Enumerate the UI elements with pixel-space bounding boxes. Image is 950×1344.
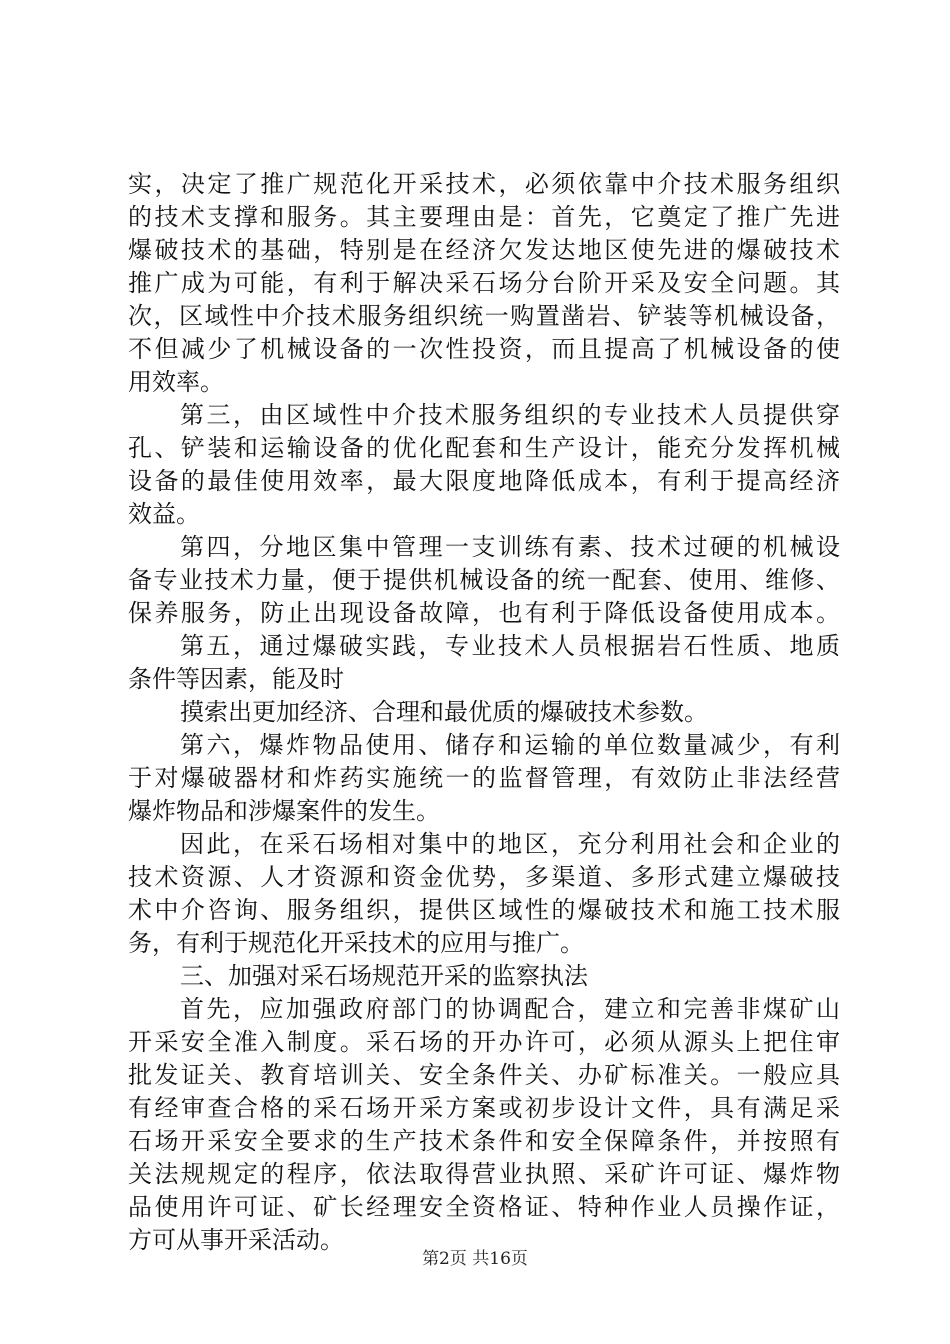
text-line: 不但减少了机械设备的一次性投资，而且提高了机械设备的使 — [128, 335, 840, 363]
text-line: 用效率。 — [128, 368, 224, 396]
text-line: 术中介咨询、服务组织，提供区域性的爆破技术和施工技术服 — [128, 896, 840, 924]
text-line: 三、加强对采石场规范开采的监察执法 — [180, 962, 588, 990]
text-line: 爆炸物品和涉爆案件的发生。 — [128, 797, 440, 825]
text-line: 品使用许可证、矿长经理安全资格证、特种作业人员操作证， — [128, 1193, 840, 1221]
text-line: 效益。 — [128, 500, 200, 528]
text-line: 第四，分地区集中管理一支训练有素、技术过硬的机械设 — [180, 533, 840, 561]
text-line: 关法规规定的程序，依法取得营业执照、采矿许可证、爆炸物 — [128, 1160, 840, 1188]
text-line: 实，决定了推广规范化开采技术，必须依靠中介技术服务组织 — [128, 170, 840, 198]
text-line: 条件等因素，能及时 — [128, 665, 344, 693]
body-text — [128, 168, 840, 1257]
text-line: 推广成为可能，有利于解决采石场分台阶开采及安全问题。其 — [128, 269, 840, 297]
text-line: 石场开采安全要求的生产技术条件和安全保障条件，并按照有 — [128, 1127, 840, 1155]
text-line: 方可从事开采活动。 — [128, 1226, 344, 1254]
text-line: 开采安全准入制度。采石场的开办许可，必须从源头上把住审 — [128, 1028, 840, 1056]
text-line: 务，有利于规范化开采技术的应用与推广。 — [128, 929, 584, 957]
text-line: 保养服务，防止出现设备故障，也有利于降低设备使用成本。 — [128, 599, 840, 627]
text-line: 设备的最佳使用效率，最大限度地降低成本，有利于提高经济 — [128, 467, 840, 495]
text-line: 有经审查合格的采石场开采方案或初步设计文件，具有满足采 — [128, 1094, 840, 1122]
text-line: 次，区域性中介技术服务组织统一购置凿岩、铲装等机械设备， — [128, 302, 840, 330]
text-line: 第五，通过爆破实践，专业技术人员根据岩石性质、地质 — [180, 632, 840, 660]
text-line: 的技术支撑和服务。其主要理由是：首先，它奠定了推广先进 — [128, 203, 840, 231]
text-line: 爆破技术的基础，特别是在经济欠发达地区使先进的爆破技术 — [128, 236, 840, 264]
text-line: 因此，在采石场相对集中的地区，充分利用社会和企业的 — [180, 830, 840, 858]
text-line: 第三，由区域性中介技术服务组织的专业技术人员提供穿 — [180, 401, 840, 429]
text-line: 首先，应加强政府部门的协调配合，建立和完善非煤矿山 — [180, 995, 840, 1023]
text-line: 摸索出更加经济、合理和最优质的爆破技术参数。 — [180, 698, 708, 726]
text-line: 第六，爆炸物品使用、储存和运输的单位数量减少，有利 — [180, 731, 840, 759]
text-line: 备专业技术力量，便于提供机械设备的统一配套、使用、维修、 — [128, 566, 840, 594]
text-line: 孔、铲装和运输设备的优化配套和生产设计，能充分发挥机械 — [128, 434, 840, 462]
text-line: 于对爆破器材和炸药实施统一的监督管理，有效防止非法经营 — [128, 764, 840, 792]
text-line: 技术资源、人才资源和资金优势，多渠道、多形式建立爆破技 — [128, 863, 840, 891]
page-footer: 第2页 共16页 — [422, 1249, 528, 1269]
text-line: 批发证关、教育培训关、安全条件关、办矿标准关。一般应具 — [128, 1061, 840, 1089]
